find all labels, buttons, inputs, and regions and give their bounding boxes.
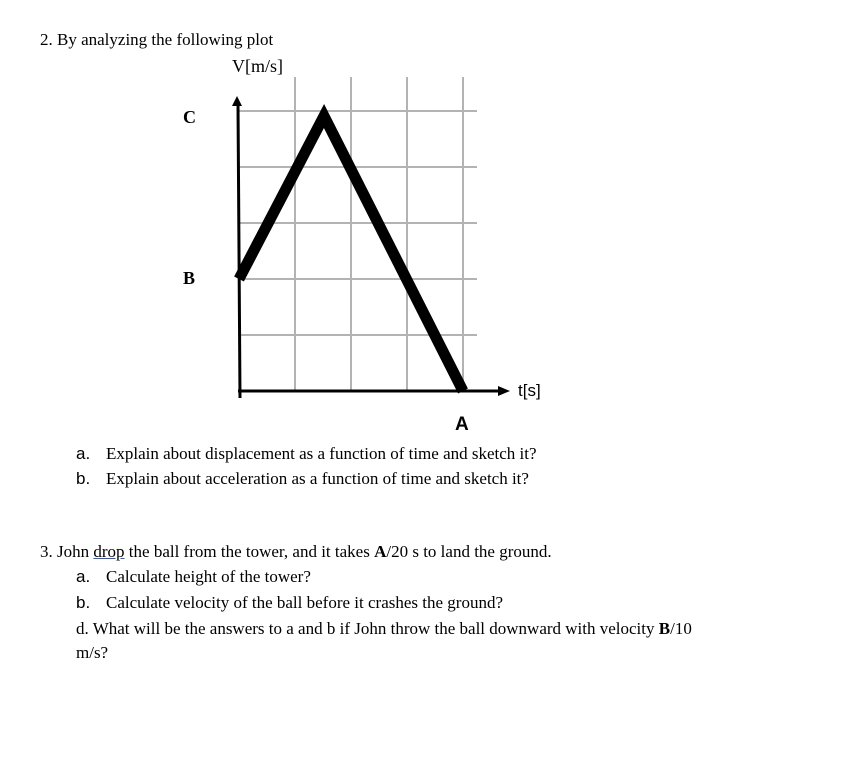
q3-text-pre: 3. John — [40, 542, 94, 561]
point-label-b: B — [183, 268, 196, 288]
q3-item-d-line1 — [76, 619, 692, 639]
question-3-heading — [40, 542, 552, 562]
question-2-heading: 2. By analyzing the following plot — [40, 30, 274, 49]
q2-item-b-marker: b. — [76, 469, 91, 488]
q3-text-mid: the ball from the tower, and it takes — [124, 542, 375, 561]
q3-item-b-text: Calculate velocity of the ball before it crashes the ground? — [106, 593, 503, 612]
q3-item-d-line2: m/s? — [76, 643, 109, 662]
q3-item-a-marker: a. — [76, 567, 91, 586]
point-label-a: A — [455, 414, 469, 435]
q3-bold-variable: A — [374, 542, 387, 561]
q2-item-b-text: Explain about acceleration as a function of time and sketch it? — [106, 469, 529, 488]
y-axis — [238, 104, 240, 398]
q3-item-b-marker: b. — [76, 593, 91, 612]
point-label-c: C — [183, 107, 196, 127]
q3-item-d-bold-variable: B — [658, 619, 671, 638]
x-axis-label: t[s] — [518, 381, 541, 400]
q3-item-a-text: Calculate height of the tower? — [106, 567, 311, 586]
x-axis-arrowhead — [498, 386, 510, 396]
q3-item-d-text-post: /10 — [670, 619, 692, 638]
q3-text-post: /20 s to land the ground. — [386, 542, 552, 561]
y-axis-label: V[m/s] — [232, 56, 283, 76]
q2-item-a-text: Explain about displacement as a function of time and sketch it? — [106, 444, 537, 463]
q2-item-a-marker: a. — [76, 444, 91, 463]
q3-item-d-text: d. What will be the answers to a and b if John throw the ball downward with velocity — [76, 619, 659, 638]
q3-underlined-word: drop — [93, 542, 125, 561]
y-axis-arrowhead — [232, 96, 242, 106]
